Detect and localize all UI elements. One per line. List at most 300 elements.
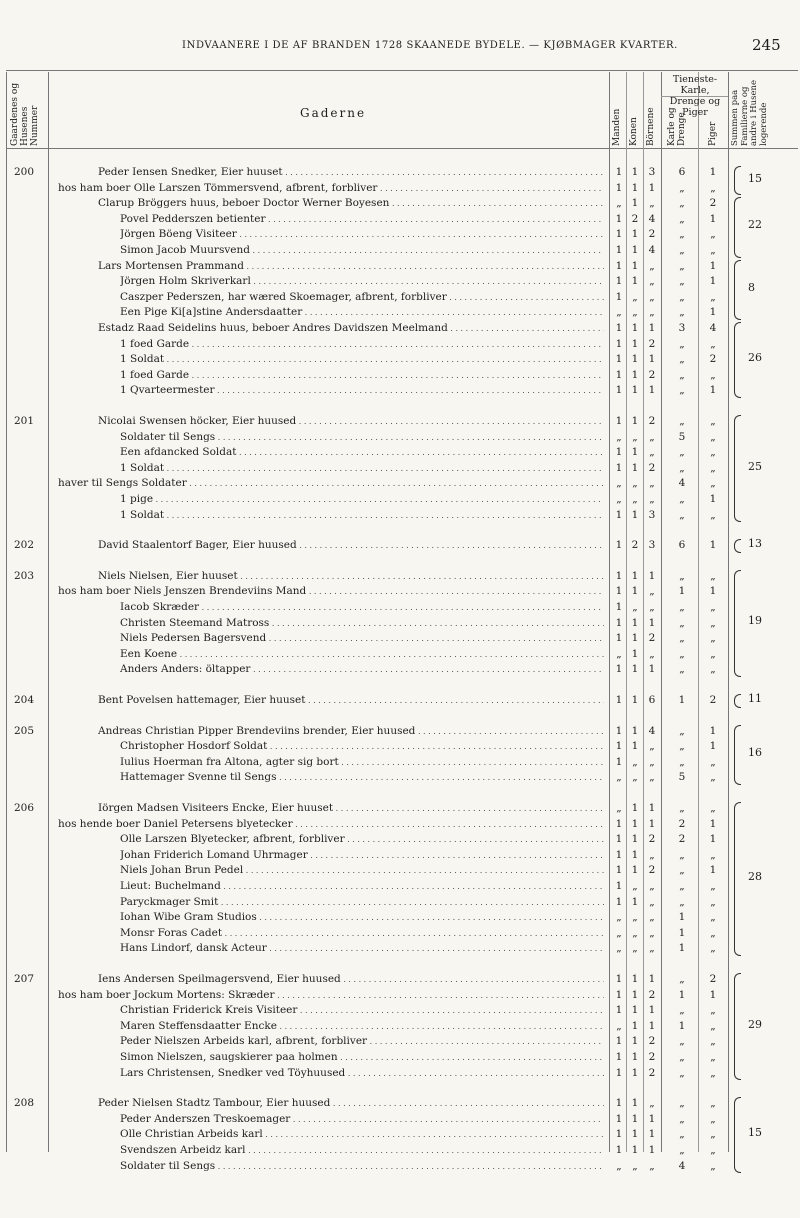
count-karle: 5: [678, 430, 686, 443]
count-karle: 1: [678, 942, 686, 955]
count-karle: 2: [678, 833, 686, 846]
count-konen: „: [632, 942, 638, 955]
count-manden: 1: [615, 694, 623, 706]
count-karle: 1: [678, 585, 686, 598]
count-piger: „: [710, 1128, 716, 1141]
table-row: [0, 847, 800, 863]
count-piger: 2: [709, 694, 717, 706]
count-manden: 1: [615, 740, 623, 753]
count-konen: 1: [631, 1097, 639, 1110]
family-sum: 19: [748, 614, 762, 628]
count-karle: 1: [678, 911, 686, 924]
count-konen: 1: [631, 988, 639, 1001]
table-row: [0, 862, 800, 878]
count-piger: „: [710, 1004, 716, 1017]
count-bornene: 3: [648, 508, 656, 521]
resident-entry: Johan Friderich Lomand Uhrmager . . .: [120, 847, 604, 864]
count-karle: „: [679, 755, 685, 768]
count-manden: 1: [615, 259, 623, 272]
count-karle: „: [679, 1128, 685, 1141]
table-row: [0, 878, 800, 894]
count-manden: „: [616, 942, 622, 955]
count-bornene: 2: [648, 864, 656, 877]
count-bornene: „: [649, 477, 655, 490]
family-brace: [734, 570, 741, 677]
count-piger: „: [710, 802, 716, 814]
count-manden: 1: [615, 1035, 623, 1048]
count-karle: „: [679, 290, 685, 303]
table-row: [0, 382, 800, 398]
count-konen: 1: [631, 632, 639, 645]
count-karle: 1: [678, 694, 686, 706]
count-karle: 6: [678, 539, 686, 552]
header-gaard-no: Gaardenes og Husenes Nummer: [10, 82, 40, 146]
table-row: [0, 336, 800, 352]
count-piger: „: [710, 895, 716, 908]
count-bornene: „: [649, 926, 655, 939]
table-row: [0, 909, 800, 925]
count-piger: „: [710, 461, 716, 474]
resident-entry: Caszper Pederszen, har wæred Skoemager, afbrent, forbliver . . .: [120, 289, 604, 306]
count-piger: 1: [709, 724, 717, 737]
count-bornene: 2: [648, 337, 656, 350]
count-manden: 1: [615, 337, 623, 350]
count-konen: 1: [631, 1004, 639, 1017]
resident-entry: Olle Larszen Blyetecker, afbrent, forbliver . . .: [120, 831, 604, 848]
count-karle: „: [679, 337, 685, 350]
header-karle: Karle og Drenge: [667, 107, 687, 146]
count-manden: 1: [615, 1144, 623, 1156]
resident-entry: 1 Soldat . . .: [120, 507, 604, 524]
table-row: [0, 164, 800, 180]
count-konen: 2: [631, 212, 639, 225]
count-karle: „: [679, 306, 685, 319]
count-manden: 1: [615, 461, 623, 474]
table-row: [0, 475, 800, 491]
count-manden: „: [616, 1159, 622, 1172]
table-row: [0, 568, 800, 584]
table-row: [0, 304, 800, 320]
page-number: 245: [752, 36, 781, 54]
count-manden: „: [616, 306, 622, 319]
count-karle: „: [679, 724, 685, 737]
count-piger: „: [710, 1051, 716, 1063]
count-bornene: 3: [648, 166, 656, 178]
table-row: [0, 1002, 800, 1018]
table-row: [0, 831, 800, 847]
count-konen: 1: [631, 275, 639, 288]
count-manden: 1: [615, 880, 623, 892]
resident-entry: 1 foed Garde . . .: [120, 336, 604, 353]
count-piger: „: [710, 601, 716, 613]
count-konen: „: [632, 771, 638, 784]
table-row: [0, 1049, 800, 1065]
count-karle: „: [679, 508, 685, 521]
table-row: [0, 925, 800, 941]
count-karle: „: [679, 244, 685, 256]
count-manden: 1: [615, 212, 623, 225]
family-brace: [734, 694, 741, 708]
count-karle: „: [679, 384, 685, 397]
count-bornene: „: [649, 1097, 655, 1110]
table-row: [0, 491, 800, 507]
table-row: [0, 1018, 800, 1034]
count-piger: „: [710, 663, 716, 676]
count-piger: 1: [709, 833, 717, 846]
count-piger: „: [710, 926, 716, 939]
header-konen: Konen: [629, 117, 639, 146]
resident-entry: Een Pige Ki[a]stine Andersdaatter . . .: [120, 304, 604, 321]
count-konen: 1: [631, 973, 639, 985]
table-row: [0, 754, 800, 770]
table-row: [0, 180, 800, 196]
count-bornene: 1: [648, 616, 656, 629]
count-karle: „: [679, 446, 685, 459]
count-manden: 1: [615, 228, 623, 241]
family-sum: 28: [748, 870, 762, 883]
resident-entry: Iens Andersen Speilmagersvend, Eier huused . . .: [98, 971, 604, 988]
count-konen: 1: [631, 585, 639, 598]
count-manden: 1: [615, 290, 623, 303]
table-row: [0, 583, 800, 599]
house-number: 200: [14, 166, 35, 178]
count-karle: 1: [678, 926, 686, 939]
count-manden: 1: [615, 275, 623, 288]
family-sum: 15: [748, 171, 762, 185]
count-bornene: 1: [648, 1144, 656, 1156]
count-karle: 4: [678, 477, 686, 490]
family-sum: 29: [748, 1017, 762, 1031]
resident-entry: David Staalentorf Bager, Eier huused . . .: [98, 537, 604, 554]
count-konen: 1: [631, 322, 639, 334]
count-piger: „: [710, 569, 716, 582]
count-manden: 1: [615, 1066, 623, 1079]
count-piger: „: [710, 477, 716, 490]
count-bornene: 2: [648, 1066, 656, 1079]
count-konen: 1: [631, 446, 639, 459]
count-konen: 1: [631, 197, 639, 210]
resident-entry: Iulius Hoerman fra Altona, agter sig bort . . .: [120, 754, 604, 771]
family-brace: [734, 725, 741, 785]
count-karle: 3: [678, 322, 686, 334]
table-row: [0, 351, 800, 367]
count-karle: „: [679, 1112, 685, 1125]
count-karle: „: [679, 647, 685, 660]
resident-entry: Maren Steffensdaatter Encke . . .: [120, 1018, 604, 1035]
resident-entry: Paryckmager Smit . . .: [120, 894, 604, 911]
house-number: 201: [14, 415, 35, 427]
resident-entry: Niels Pedersen Bagersvend . . .: [120, 630, 604, 647]
table-row: [0, 987, 800, 1003]
count-konen: „: [632, 926, 638, 939]
count-piger: 1: [709, 988, 717, 1001]
count-konen: 1: [631, 1066, 639, 1079]
resident-entry: 1 Soldat . . .: [120, 351, 604, 368]
count-piger: 1: [709, 384, 717, 397]
count-karle: „: [679, 569, 685, 582]
count-konen: „: [632, 880, 638, 892]
count-bornene: 4: [648, 212, 656, 225]
count-piger: 1: [709, 259, 717, 272]
resident-entry: Lieut: Buchelmand . . .: [120, 878, 604, 895]
table-row: [0, 460, 800, 476]
count-konen: 1: [631, 848, 639, 861]
count-karle: „: [679, 353, 685, 366]
count-bornene: 3: [648, 539, 656, 552]
resident-entry: Niels Nielsen, Eier huuset . . .: [98, 568, 604, 585]
count-karle: 1: [678, 1019, 686, 1032]
count-piger: „: [710, 616, 716, 629]
resident-entry: hos ham boer Niels Jenszen Brendeviins Mand . . .: [58, 583, 604, 600]
resident-entry: Peder Iensen Snedker, Eier huuset . . .: [98, 164, 604, 181]
count-manden: 1: [615, 724, 623, 737]
count-bornene: 1: [648, 1004, 656, 1017]
count-manden: 1: [615, 1097, 623, 1110]
resident-entry: Jörgen Holm Skriverkarl . . .: [120, 273, 604, 290]
count-piger: 1: [709, 539, 717, 552]
table-row: [0, 258, 800, 274]
count-manden: 1: [615, 569, 623, 582]
count-karle: „: [679, 616, 685, 629]
count-bornene: 2: [648, 461, 656, 474]
running-head: INDVAANERE I DE AF BRANDEN 1728 SKAANEDE BYDELE. — KJØBMAGER KVARTER.: [182, 40, 678, 51]
count-piger: „: [710, 771, 716, 784]
table-row: [0, 429, 800, 445]
family-sum: 26: [748, 351, 762, 364]
resident-entry: Olle Christian Arbeids karl . . .: [120, 1126, 604, 1143]
family-sum: 22: [748, 218, 762, 232]
count-bornene: „: [649, 446, 655, 459]
count-piger: „: [710, 1112, 716, 1125]
count-bornene: 2: [648, 988, 656, 1001]
count-karle: „: [679, 368, 685, 381]
house-number: 206: [14, 802, 35, 814]
count-piger: 1: [709, 212, 717, 225]
resident-entry: Bent Povelsen hattemager, Eier huuset . . .: [98, 692, 604, 709]
count-konen: 1: [631, 616, 639, 629]
count-karle: „: [679, 848, 685, 861]
family-brace: [734, 322, 741, 398]
table-row: [0, 367, 800, 383]
count-piger: 1: [709, 306, 717, 319]
count-manden: 1: [615, 368, 623, 381]
count-karle: „: [679, 259, 685, 272]
count-manden: 1: [615, 1128, 623, 1141]
count-piger: „: [710, 1097, 716, 1110]
table-row: [0, 195, 800, 211]
count-bornene: 1: [648, 817, 656, 830]
table-row: [0, 630, 800, 646]
table-row: [0, 1095, 800, 1111]
table-row: [0, 723, 800, 739]
header-summen: Summen paa Familierne og andre i Husene logerende: [730, 80, 769, 146]
count-manden: 1: [615, 817, 623, 830]
count-konen: 1: [631, 817, 639, 830]
count-piger: 2: [709, 197, 717, 210]
resident-entry: Een afdancked Soldat . . .: [120, 444, 604, 461]
header-piger: Piger: [708, 121, 718, 146]
count-bornene: 2: [648, 415, 656, 427]
count-piger: „: [710, 508, 716, 521]
count-karle: „: [679, 461, 685, 474]
count-manden: 1: [615, 415, 623, 427]
count-konen: 1: [631, 1035, 639, 1048]
count-karle: „: [679, 1051, 685, 1063]
resident-entry: haver til Sengs Soldater . . .: [58, 475, 604, 492]
table-row: [0, 738, 800, 754]
count-piger: „: [710, 632, 716, 645]
table-row: [0, 615, 800, 631]
count-karle: „: [679, 663, 685, 676]
family-brace: [734, 415, 741, 522]
count-piger: „: [710, 1144, 716, 1156]
count-bornene: „: [649, 601, 655, 613]
count-konen: „: [632, 1159, 638, 1172]
count-piger: 1: [709, 864, 717, 877]
count-manden: 1: [615, 988, 623, 1001]
count-manden: „: [616, 1019, 622, 1032]
count-piger: „: [710, 446, 716, 459]
table-row: [0, 273, 800, 289]
count-konen: 1: [631, 1128, 639, 1141]
count-manden: 1: [615, 848, 623, 861]
count-konen: „: [632, 477, 638, 490]
table-row: [0, 1142, 800, 1158]
count-manden: „: [616, 430, 622, 443]
resident-entry: Een Koene . . .: [120, 646, 604, 663]
resident-entry: Peder Nielszen Arbeids karl, afbrent, forbliver . . .: [120, 1033, 604, 1050]
table-row: [0, 226, 800, 242]
count-konen: 1: [631, 864, 639, 877]
family-brace: [734, 197, 741, 257]
count-piger: 1: [709, 166, 717, 178]
count-konen: „: [632, 493, 638, 505]
count-karle: „: [679, 197, 685, 210]
resident-entry: 1 foed Garde . . .: [120, 367, 604, 384]
count-bornene: 1: [648, 1112, 656, 1125]
table-top-rule: [6, 70, 798, 71]
count-karle: „: [679, 1066, 685, 1079]
count-karle: „: [679, 1035, 685, 1048]
count-bornene: 1: [648, 181, 656, 194]
count-konen: 1: [631, 663, 639, 676]
count-manden: 1: [615, 632, 623, 645]
count-manden: 1: [615, 616, 623, 629]
table-row: [0, 289, 800, 305]
resident-entry: Hans Lindorf, dansk Acteur . . .: [120, 940, 604, 957]
count-manden: 1: [615, 585, 623, 598]
family-sum: 25: [748, 459, 762, 473]
table-row: [0, 769, 800, 785]
count-manden: 1: [615, 973, 623, 985]
table-row: [0, 242, 800, 258]
count-piger: „: [710, 1019, 716, 1032]
count-bornene: 1: [648, 569, 656, 582]
family-sum: 15: [748, 1126, 762, 1140]
family-sum: 8: [748, 280, 755, 294]
count-karle: „: [679, 181, 685, 194]
family-brace: [734, 1097, 741, 1173]
count-bornene: 2: [648, 368, 656, 381]
table-row: [0, 971, 800, 987]
count-bornene: „: [649, 647, 655, 660]
count-manden: 1: [615, 322, 623, 334]
count-manden: „: [616, 647, 622, 660]
family-brace: [734, 260, 741, 320]
resident-entry: Simon Jacob Muursvend . . .: [120, 242, 604, 259]
count-bornene: 1: [648, 802, 656, 814]
table-row: [0, 320, 800, 336]
count-piger: „: [710, 415, 716, 427]
count-piger: 2: [709, 973, 717, 985]
count-bornene: „: [649, 275, 655, 288]
count-manden: 1: [615, 755, 623, 768]
house-number: 205: [14, 724, 35, 737]
count-karle: 2: [678, 817, 686, 830]
resident-entry: Nicolai Swensen höcker, Eier huused . . .: [98, 413, 604, 430]
family-brace: [734, 166, 741, 195]
count-konen: „: [632, 290, 638, 303]
resident-entry: Svendszen Arbeidz karl . . .: [120, 1142, 604, 1159]
table-row: [0, 692, 800, 708]
count-piger: „: [710, 1035, 716, 1048]
count-konen: 1: [631, 740, 639, 753]
count-bornene: „: [649, 895, 655, 908]
count-karle: 6: [678, 166, 686, 178]
count-piger: 1: [709, 493, 717, 505]
header-tjeneste: Tieneste-Karle, Drenge og Piger: [669, 74, 721, 118]
house-number: 208: [14, 1097, 35, 1110]
count-konen: 1: [631, 833, 639, 846]
count-bornene: 1: [648, 1128, 656, 1141]
family-brace: [734, 802, 741, 956]
count-piger: 1: [709, 740, 717, 753]
count-konen: „: [632, 911, 638, 924]
count-manden: 1: [615, 1112, 623, 1125]
resident-entry: hos ham boer Jockum Mortens: Skræder . . .: [58, 987, 604, 1004]
count-bornene: 2: [648, 833, 656, 846]
count-manden: 1: [615, 244, 623, 256]
count-karle: „: [679, 895, 685, 908]
count-bornene: „: [649, 771, 655, 784]
table-row: [0, 661, 800, 677]
family-brace: [734, 973, 741, 1080]
count-konen: 1: [631, 337, 639, 350]
count-konen: 1: [631, 647, 639, 660]
resident-entry: Peder Anderszen Treskoemager . . .: [120, 1111, 604, 1128]
count-bornene: 2: [648, 632, 656, 645]
count-bornene: „: [649, 911, 655, 924]
count-konen: 1: [631, 353, 639, 366]
resident-entry: Iohan Wibe Gram Studios . . .: [120, 909, 604, 926]
table-row: [0, 816, 800, 832]
house-number: 207: [14, 973, 35, 985]
count-karle: „: [679, 880, 685, 892]
count-konen: „: [632, 601, 638, 613]
count-karle: 5: [678, 771, 686, 784]
house-number: 204: [14, 694, 35, 706]
count-manden: „: [616, 911, 622, 924]
count-bornene: „: [649, 259, 655, 272]
count-bornene: 4: [648, 244, 656, 256]
header-manden: Manden: [612, 108, 622, 146]
count-konen: 1: [631, 694, 639, 706]
count-bornene: 1: [648, 663, 656, 676]
count-karle: „: [679, 973, 685, 985]
resident-entry: Lars Christensen, Snedker ved Töyhuused . . .: [120, 1065, 604, 1082]
header-bornene: Börnene: [646, 107, 656, 146]
count-konen: 1: [631, 1051, 639, 1063]
